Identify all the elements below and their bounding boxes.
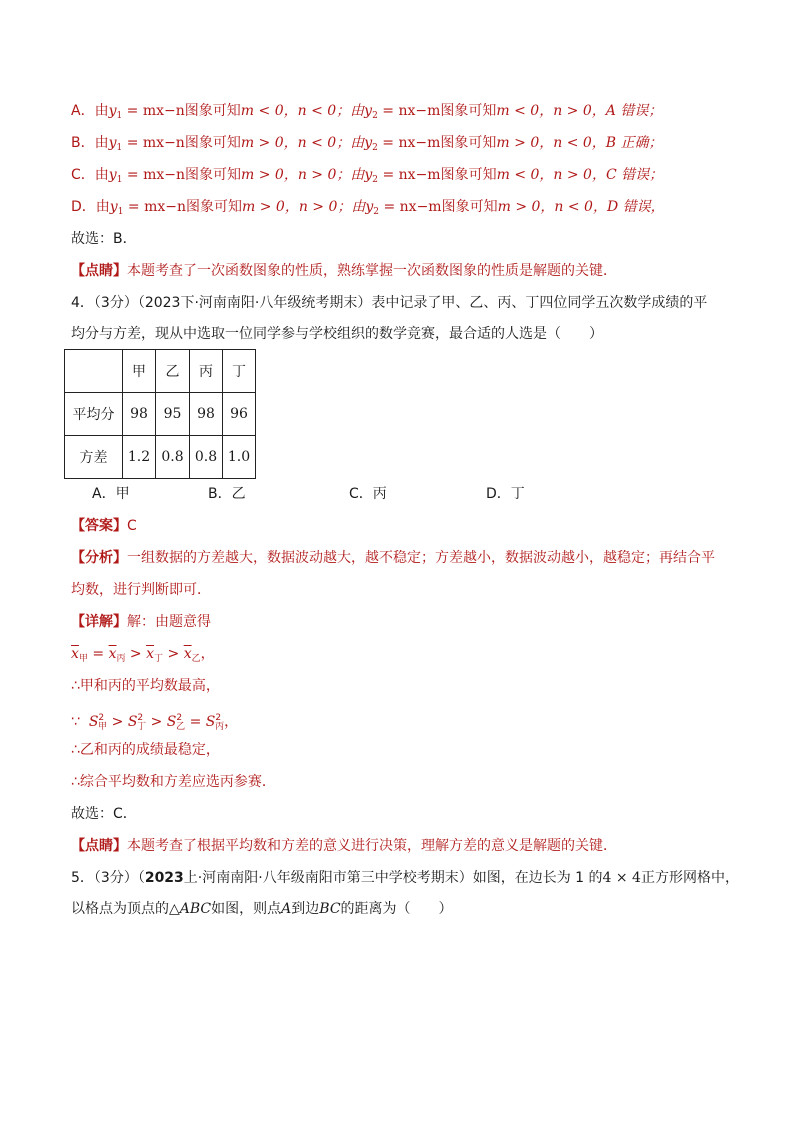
table-cell: 1.0 xyxy=(223,436,256,479)
comment-tag: 【点睛】 xyxy=(71,263,127,279)
q5-stem-line2: 以格点为顶点的△ABC如图，则点A到边BC的距离为（ ） xyxy=(71,901,453,917)
variance-comparison: ∵ $S^2_甲 > S^2_丁 > S^2_乙 = S^2_丙$， xyxy=(71,713,239,732)
analysis-tag: 【分析】 xyxy=(71,550,127,566)
q4-choice: 故选：C． xyxy=(71,806,137,822)
answer-tag: 【答案】 xyxy=(71,518,127,534)
q4-analysis-line1: 【分析】一组数据的方差越大，数据波动越大，越不稳定；方差越小，数据波动越小，越稳定；再结合平 xyxy=(71,550,715,566)
table-header-row xyxy=(65,350,256,393)
q4-option-b: B．乙 xyxy=(208,486,246,502)
table-header-cell: 丁 xyxy=(223,350,256,393)
row-label: 平均分 xyxy=(65,393,123,436)
table-row xyxy=(65,436,256,479)
row-label: 方差 xyxy=(65,436,123,479)
q3-choice: 故选：B． xyxy=(71,231,137,247)
table-cell: 96 xyxy=(223,393,256,436)
comment-tag: 【点睛】 xyxy=(71,838,127,854)
table-cell: 95 xyxy=(156,393,190,436)
q3-option-c: C．由$y_1 = mx-n$图象可知m > 0，n > 0；由$y_2 = nx-m$图象可知m < 0，n > 0，C 错误； xyxy=(71,167,664,185)
q3-comment: 【点睛】本题考查了一次函数图象的性质，熟练掌握一次函数图象的性质是解题的关键． xyxy=(71,263,617,279)
table-row xyxy=(65,393,256,436)
q4-stem-line1: 4．（3分）（2023下·河南南阳·八年级统考期末）表中记录了甲、乙、丙、丁四位同学五次数学成绩的平 xyxy=(71,295,708,311)
table-cell: 1.2 xyxy=(123,436,156,479)
table-cell: 98 xyxy=(123,393,156,436)
q5-stem-line1: 5．（3分）（2023上·河南南阳·八年级南阳市第三中学校考期末）如图，在边长为 1 的4 × 4正方形网格中， xyxy=(71,870,739,886)
table-header-cell: 甲 xyxy=(123,350,156,393)
line-conclusion: ∴综合平均数和方差应选丙参赛． xyxy=(71,774,276,790)
table-header-cell: 丙 xyxy=(190,350,223,393)
q4-comment: 【点睛】本题考查了根据平均数和方差的意义进行决策，理解方差的意义是解题的关键． xyxy=(71,838,617,854)
table-cell: 98 xyxy=(190,393,223,436)
q4-answer: 【答案】C xyxy=(71,518,137,534)
q3-option-d: D．由$y_1 = mx-n$图象可知m > 0，n > 0；由$y_2 = nx-m$图象可知m > 0，n < 0，D 错误， xyxy=(71,199,665,217)
q4-detail: 【详解】解：由题意得 xyxy=(71,614,211,630)
q4-stem-line2: 均分与方差，现从中选取一位同学参与学校组织的数学竞赛，最合适的人选是（ ） xyxy=(71,326,603,342)
line-most-stable: ∴乙和丙的成绩最稳定， xyxy=(71,742,220,758)
mean-comparison: $\overline{x}_甲 = \overline{x}_丙 > \overline{x}_丁 > \overline{x}_乙$， xyxy=(71,646,215,664)
table-corner-cell xyxy=(65,350,123,393)
q4-analysis-line2: 均数，进行判断即可． xyxy=(71,582,211,598)
q3-option-b: B．由$y_1 = mx-n$图象可知m > 0，n < 0；由$y_2 = nx-m$图象可知m > 0，n < 0，B 正确； xyxy=(71,135,663,153)
q4-option-a: A．甲 xyxy=(92,486,130,502)
detail-tag: 【详解】 xyxy=(71,614,127,630)
table-cell: 0.8 xyxy=(190,436,223,479)
score-table xyxy=(64,349,256,479)
table-cell: 0.8 xyxy=(156,436,190,479)
q3-option-a: A．由$y_1 = mx-n$图象可知m < 0，n < 0；由$y_2 = nx-m$图象可知m < 0，n > 0，A 错误； xyxy=(71,103,663,121)
line-highest-mean: ∴甲和丙的平均数最高， xyxy=(71,678,220,694)
table-header-cell: 乙 xyxy=(156,350,190,393)
q4-option-d: D．丁 xyxy=(486,486,525,502)
q4-option-c: C．丙 xyxy=(349,486,387,502)
